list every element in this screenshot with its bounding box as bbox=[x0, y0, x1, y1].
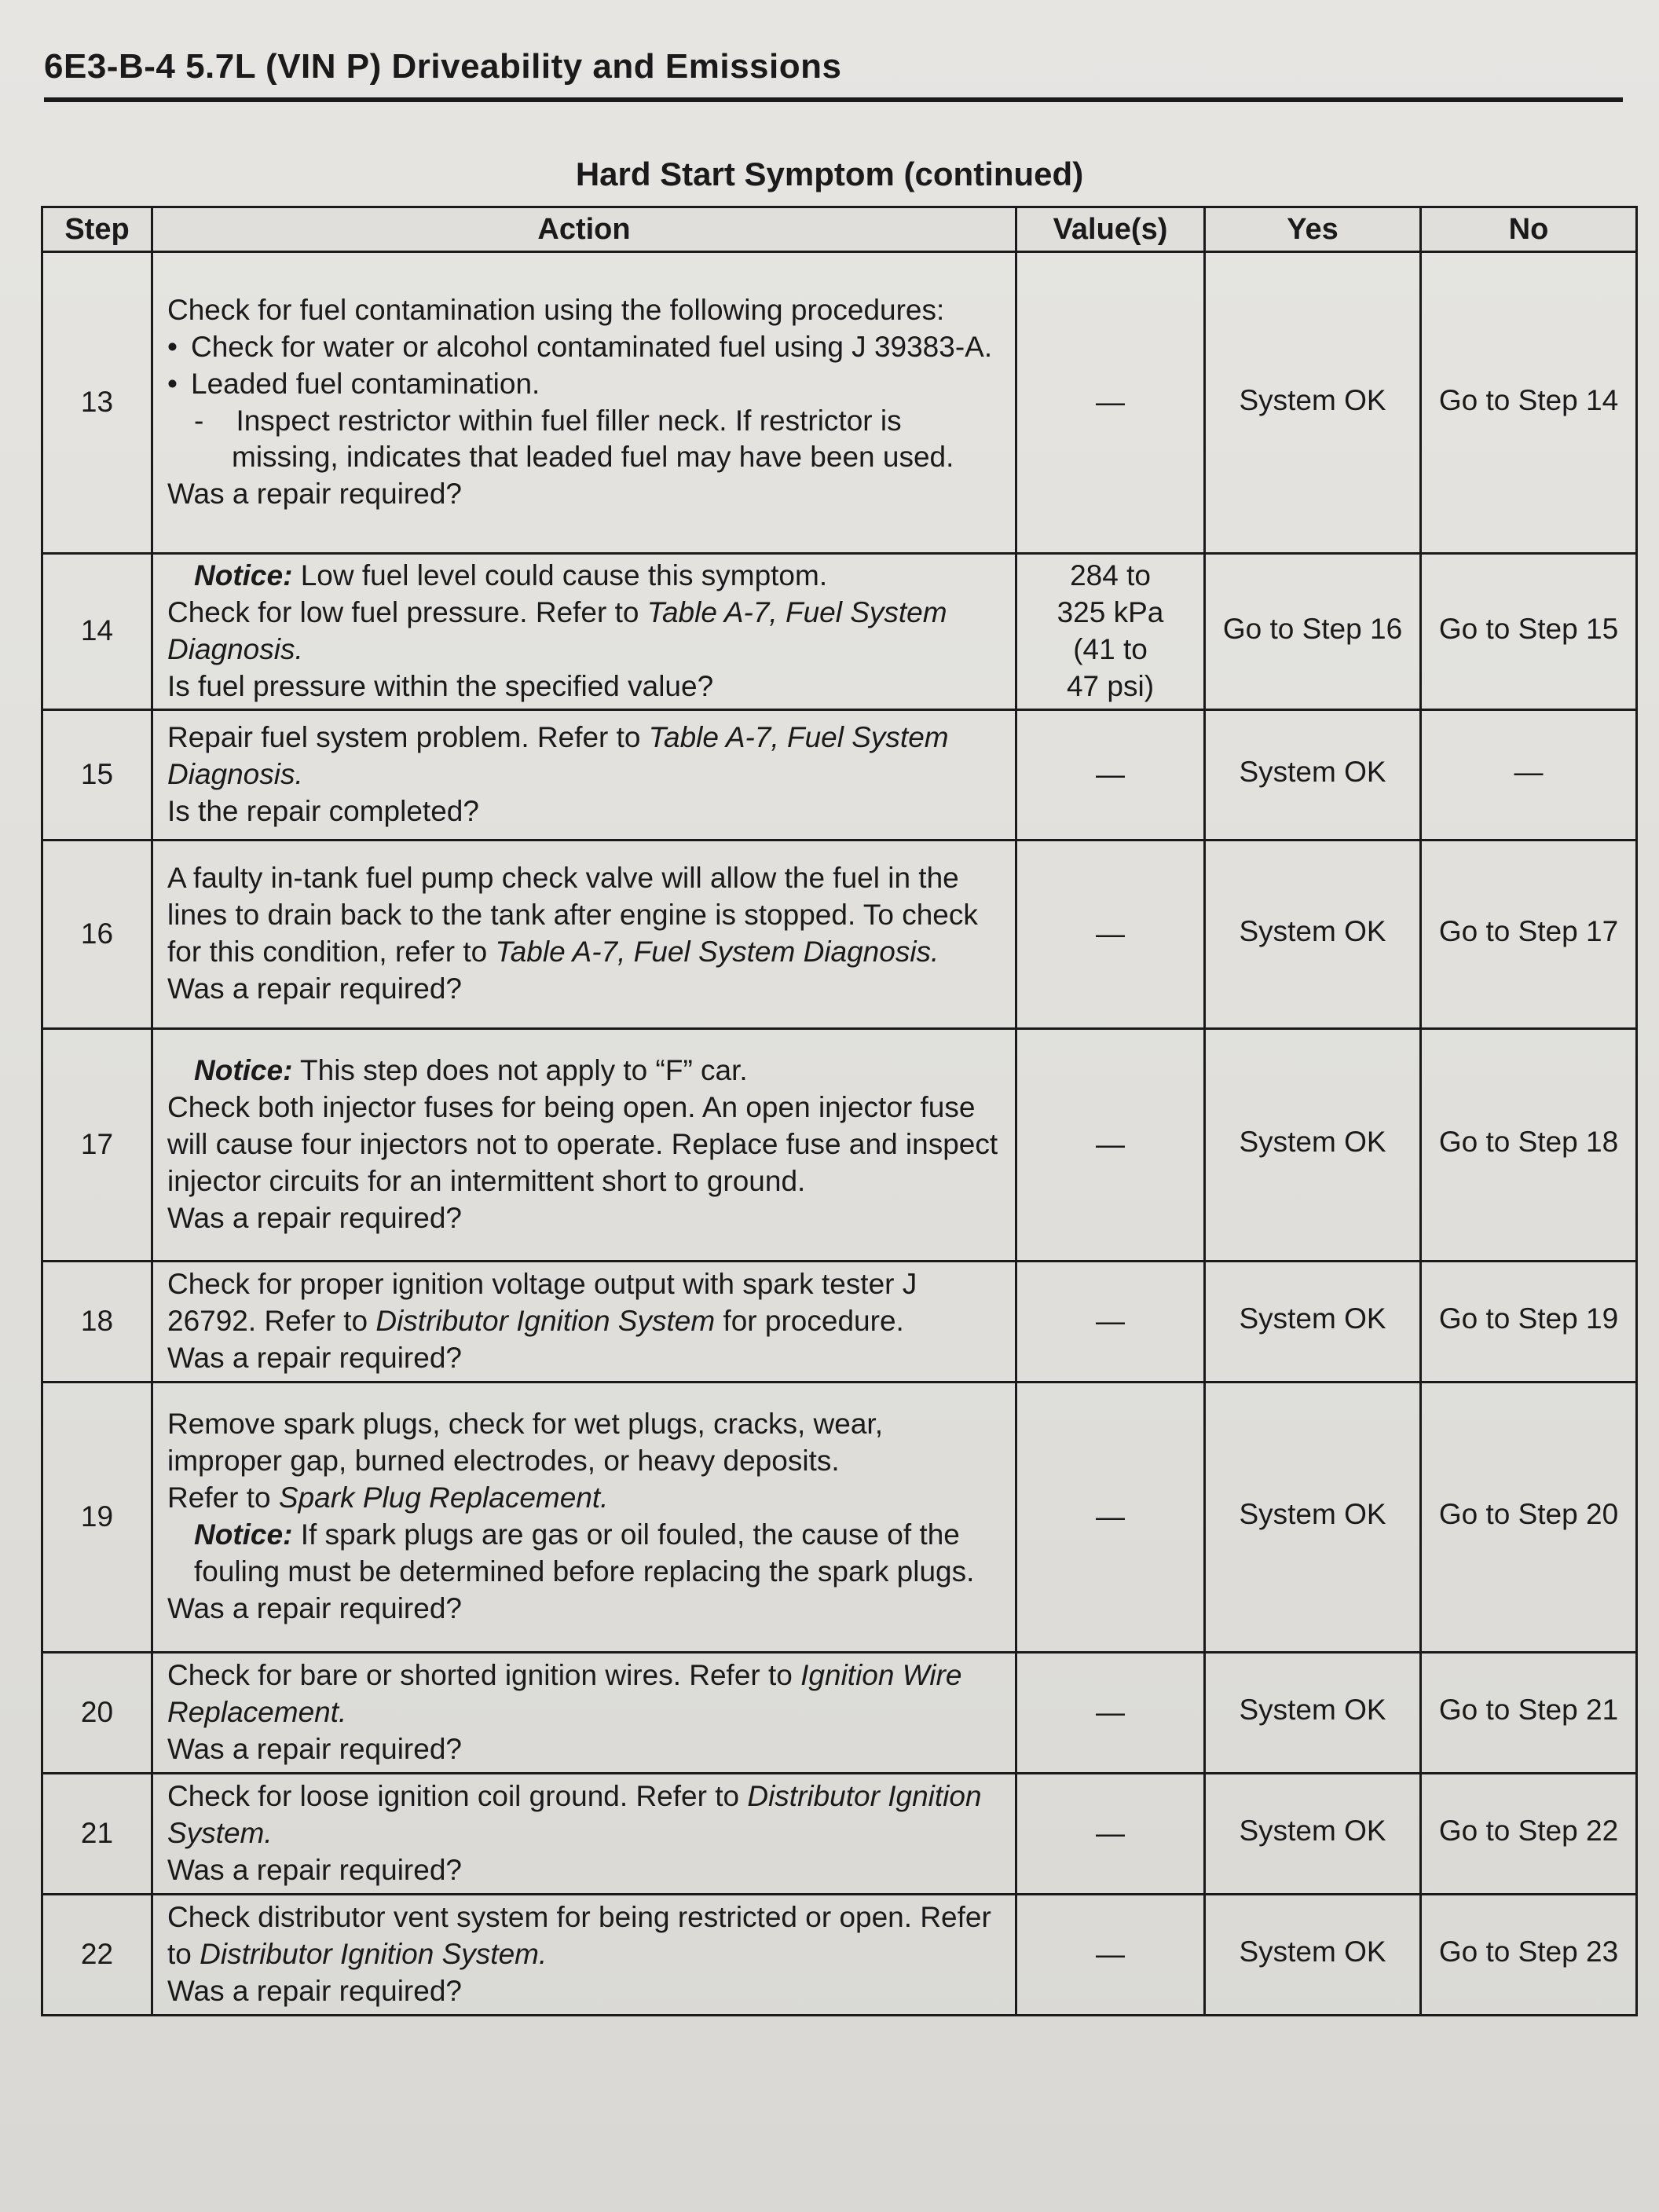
no-cell: Go to Step 22 bbox=[1421, 1773, 1637, 1894]
action-cell bbox=[152, 1773, 1016, 1894]
yes-cell: System OK bbox=[1205, 709, 1421, 840]
no-cell: — bbox=[1421, 709, 1637, 840]
no-cell: Go to Step 17 bbox=[1421, 840, 1637, 1028]
action-text-tail: for procedure. bbox=[723, 1304, 904, 1337]
table-row-step-20 bbox=[42, 1652, 1637, 1773]
bullet-icon: • bbox=[167, 330, 178, 363]
step-number: 22 bbox=[42, 1894, 152, 2015]
reference-text: Distributor Ignition System. bbox=[167, 1779, 982, 1849]
notice-label: Notice: bbox=[194, 559, 293, 591]
action-text-line bbox=[167, 860, 1004, 971]
action-text-line bbox=[167, 1657, 1004, 1731]
column-header-action: Action bbox=[152, 207, 1016, 252]
no-cell: Go to Step 21 bbox=[1421, 1652, 1637, 1773]
step-number: 13 bbox=[42, 252, 152, 554]
action-cell bbox=[152, 1382, 1016, 1652]
action-text: Check distributor vent system for being restricted or open. Refer to bbox=[167, 1900, 991, 1970]
no-cell: Go to Step 15 bbox=[1421, 554, 1637, 710]
question-text: Is fuel pressure within the specified value? bbox=[167, 669, 714, 702]
bullet-text: Leaded fuel contamination. bbox=[191, 367, 540, 400]
action-text: Check for proper ignition voltage output with spark tester J 26792. Refer to bbox=[167, 1267, 917, 1337]
value-line: (41 to bbox=[1073, 632, 1148, 665]
step-number: 16 bbox=[42, 840, 152, 1028]
table-row-step-18 bbox=[42, 1261, 1637, 1382]
question-text: Was a repair required? bbox=[167, 972, 462, 1005]
action-text: Check for low fuel pressure. Refer to bbox=[167, 595, 639, 628]
no-cell: Go to Step 14 bbox=[1421, 252, 1637, 554]
value-cell: — bbox=[1016, 1652, 1205, 1773]
column-header-step: Step bbox=[42, 207, 152, 252]
action-text-line bbox=[167, 1778, 1004, 1852]
action-cell bbox=[152, 1028, 1016, 1261]
yes-cell: System OK bbox=[1205, 1028, 1421, 1261]
step-number: 21 bbox=[42, 1773, 152, 1894]
question-text: Was a repair required? bbox=[167, 1974, 462, 2007]
value-cell bbox=[1016, 554, 1205, 710]
notice-label: Notice: bbox=[194, 1053, 293, 1086]
action-text-b: Refer to bbox=[167, 1481, 271, 1514]
action-text: Remove spark plugs, check for wet plugs, cracks, wear, improper gap, burned electrodes, or heavy deposits. bbox=[167, 1408, 883, 1478]
question-text: Was a repair required? bbox=[167, 1341, 462, 1374]
yes-cell: System OK bbox=[1205, 252, 1421, 554]
table-row-step-22 bbox=[42, 1894, 1637, 2015]
column-header-no: No bbox=[1421, 207, 1637, 252]
value-cell: — bbox=[1016, 1773, 1205, 1894]
notice-line bbox=[167, 1053, 1004, 1090]
reference-line bbox=[167, 1480, 1004, 1517]
diagnostic-table bbox=[41, 206, 1638, 2016]
question-text: Was a repair required? bbox=[167, 1732, 462, 1765]
yes-cell: System OK bbox=[1205, 1773, 1421, 1894]
reference-text: Table A-7, Fuel System Diagnosis. bbox=[495, 936, 939, 969]
bullet-item bbox=[167, 329, 1004, 366]
table-title: Hard Start Symptom (continued) bbox=[575, 156, 1084, 192]
no-cell: Go to Step 18 bbox=[1421, 1028, 1637, 1261]
value-cell: — bbox=[1016, 1261, 1205, 1382]
step-number: 15 bbox=[42, 709, 152, 840]
action-text: A faulty in-tank fuel pump check valve will allow the fuel in the lines to drain back to the tank after engine is stopped. To check for this condition, refer to bbox=[167, 862, 978, 969]
action-cell bbox=[152, 840, 1016, 1028]
table-row-step-21 bbox=[42, 1773, 1637, 1894]
yes-cell: System OK bbox=[1205, 1894, 1421, 2015]
action-cell bbox=[152, 252, 1016, 554]
action-text: Repair fuel system problem. Refer to bbox=[167, 720, 641, 753]
action-text-line bbox=[167, 1266, 1004, 1340]
value-cell: — bbox=[1016, 1382, 1205, 1652]
step-number: 17 bbox=[42, 1028, 152, 1261]
table-row-step-14 bbox=[42, 554, 1637, 710]
action-text: Check for loose ignition coil ground. Refer to bbox=[167, 1779, 740, 1812]
table-row-step-15 bbox=[42, 709, 1637, 840]
action-cell bbox=[152, 554, 1016, 710]
reference-text: Table A-7, Fuel System Diagnosis. bbox=[167, 720, 949, 790]
reference-text: Distributor Ignition System bbox=[375, 1304, 716, 1337]
column-header-yes: Yes bbox=[1205, 207, 1421, 252]
action-cell bbox=[152, 1261, 1016, 1382]
bullet-item bbox=[167, 366, 1004, 403]
action-text-line bbox=[167, 1899, 1004, 1973]
notice-text: If spark plugs are gas or oil fouled, the cause of the fouling must be determined before replacing the spark plugs. bbox=[194, 1518, 975, 1588]
question-text: Was a repair required? bbox=[167, 1853, 462, 1886]
table-row-step-16 bbox=[42, 840, 1637, 1028]
page-header: 6E3-B-4 5.7L (VIN P) Driveability and Emissions bbox=[44, 47, 842, 86]
yes-cell: System OK bbox=[1205, 1261, 1421, 1382]
table-row-step-13 bbox=[42, 252, 1637, 554]
action-text: Check for bare or shorted ignition wires. Refer to bbox=[167, 1658, 793, 1691]
value-cell: — bbox=[1016, 1894, 1205, 2015]
question-text: Was a repair required? bbox=[167, 1201, 462, 1234]
table-row-step-19 bbox=[42, 1382, 1637, 1652]
step-number: 19 bbox=[42, 1382, 152, 1652]
action-text: Check both injector fuses for being open. An open injector fuse will cause four injectors not to operate. Replace fuse and inspect injector circuits for an intermittent short to ground. bbox=[167, 1090, 998, 1197]
no-cell: Go to Step 19 bbox=[1421, 1261, 1637, 1382]
step-number: 18 bbox=[42, 1261, 152, 1382]
action-text-line bbox=[167, 595, 1004, 668]
yes-cell: Go to Step 16 bbox=[1205, 554, 1421, 710]
table-row-step-17 bbox=[42, 1028, 1637, 1261]
value-line: 47 psi) bbox=[1066, 669, 1155, 702]
action-text-line bbox=[167, 720, 1004, 793]
action-cell bbox=[152, 709, 1016, 840]
value-cell: — bbox=[1016, 1028, 1205, 1261]
notice-text: This step does not apply to “F” car. bbox=[300, 1053, 748, 1086]
question-text: Is the repair completed? bbox=[167, 794, 479, 827]
action-text: Check for fuel contamination using the following procedures: bbox=[167, 293, 945, 326]
question-text: Was a repair required? bbox=[167, 1592, 462, 1625]
no-cell: Go to Step 20 bbox=[1421, 1382, 1637, 1652]
reference-text: Spark Plug Replacement. bbox=[278, 1481, 609, 1514]
yes-cell: System OK bbox=[1205, 1382, 1421, 1652]
value-line: 325 kPa bbox=[1057, 595, 1164, 628]
action-cell bbox=[152, 1652, 1016, 1773]
reference-text: Ignition Wire Replacement. bbox=[167, 1658, 962, 1728]
bullet-icon: • bbox=[167, 367, 178, 400]
notice-line bbox=[167, 1517, 1004, 1591]
reference-text: Distributor Ignition System. bbox=[200, 1937, 548, 1970]
column-header-value: Value(s) bbox=[1016, 207, 1205, 252]
value-cell: — bbox=[1016, 709, 1205, 840]
value-cell: — bbox=[1016, 840, 1205, 1028]
notice-line bbox=[167, 558, 1004, 595]
table-header-row bbox=[42, 207, 1637, 252]
step-number: 20 bbox=[42, 1652, 152, 1773]
yes-cell: System OK bbox=[1205, 840, 1421, 1028]
header-rule bbox=[44, 97, 1623, 102]
action-cell bbox=[152, 1894, 1016, 2015]
dash-icon: - bbox=[194, 404, 236, 437]
value-cell: — bbox=[1016, 252, 1205, 554]
notice-label: Notice: bbox=[194, 1518, 293, 1551]
bullet-text: Check for water or alcohol contaminated fuel using J 39383-A. bbox=[191, 330, 993, 363]
yes-cell: System OK bbox=[1205, 1652, 1421, 1773]
sub-item-text: Inspect restrictor within fuel filler neck. If restrictor is missing, indicates that leaded fuel may have been used. bbox=[232, 404, 954, 474]
no-cell: Go to Step 23 bbox=[1421, 1894, 1637, 2015]
step-number: 14 bbox=[42, 554, 152, 710]
reference-text: Table A-7, Fuel System Diagnosis. bbox=[167, 595, 947, 665]
notice-text: Low fuel level could cause this symptom. bbox=[300, 559, 828, 591]
sub-item bbox=[167, 403, 1004, 477]
question-text: Was a repair required? bbox=[167, 478, 462, 511]
value-line: 284 to bbox=[1070, 559, 1151, 591]
